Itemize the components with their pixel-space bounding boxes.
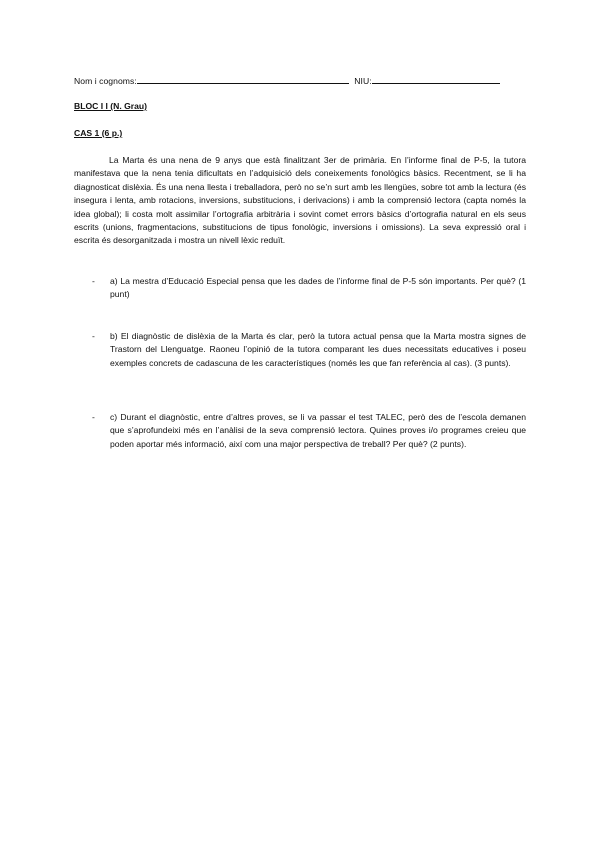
case-description: La Marta és una nena de 9 anys que està finalitzant 3er de primària. En l’informe final de P-5, la tutora manifestava que la nena tenia dificultats en l’adquisició dels coneixements fonològics bàsics. Recentment, se li ha diagnosticat dislèxia. És una nena llesta i treballadora, però no se’n surt amb les llengües, sobre tot amb la lectura (és insegura i lenta, amb rotacions, inversions, substitucions, i derivacions) i amb la comprensió lectora (capta només la idea global); li costa molt assimilar l’ortografia arbitrària i sovint comet errors bàsics d’ortografia natural en els seus escrits (unions, fragmentacions, substitucions de tipus fonològic, inversions i omissions). La seva expressió oral i escrita és desorganitzada i mostra un nivell lèxic reduït. — [74, 155, 526, 246]
name-blank-field[interactable] — [137, 74, 349, 84]
block-title: BLOC I I (N. Grau) — [74, 101, 148, 111]
question-a — [92, 275, 526, 302]
case-title: CAS 1 (6 p.) — [74, 128, 123, 138]
name-label: Nom i cognoms: — [74, 76, 137, 86]
list-dash: - — [92, 412, 95, 422]
question-c — [92, 411, 526, 451]
student-info-line — [74, 74, 500, 86]
list-dash: - — [92, 331, 95, 341]
list-dash: - — [92, 276, 95, 286]
question-c-text: c) Durant el diagnòstic, entre d’altres proves, se li va passar el test TALEC, però des de l’escola demanen que s’aprofundeixi més en l’anàlisi de la seva comprensió lectora. Quines proves i/o programes creieu que poden aportar més informació, així com una major perspectiva de treball? Per què? (2 punts). — [110, 412, 526, 449]
niu-label: NIU: — [354, 76, 372, 86]
question-b-text: b) El diagnòstic de dislèxia de la Marta és clar, però la tutora actual pensa que la Marta mostra signes de Trastorn del Llenguatge. Raoneu l’opinió de la tutora comparant les dues necessitats educatives i poseu exemples concrets de cadascuna de les característiques (només les que fan referència al cas). (3 punts). — [110, 331, 526, 368]
question-a-text: a) La mestra d’Educació Especial pensa que les dades de l’informe final de P-5 són importants. Per què? (1 punt) — [110, 276, 526, 300]
question-b — [92, 330, 526, 370]
niu-blank-field[interactable] — [372, 74, 500, 84]
